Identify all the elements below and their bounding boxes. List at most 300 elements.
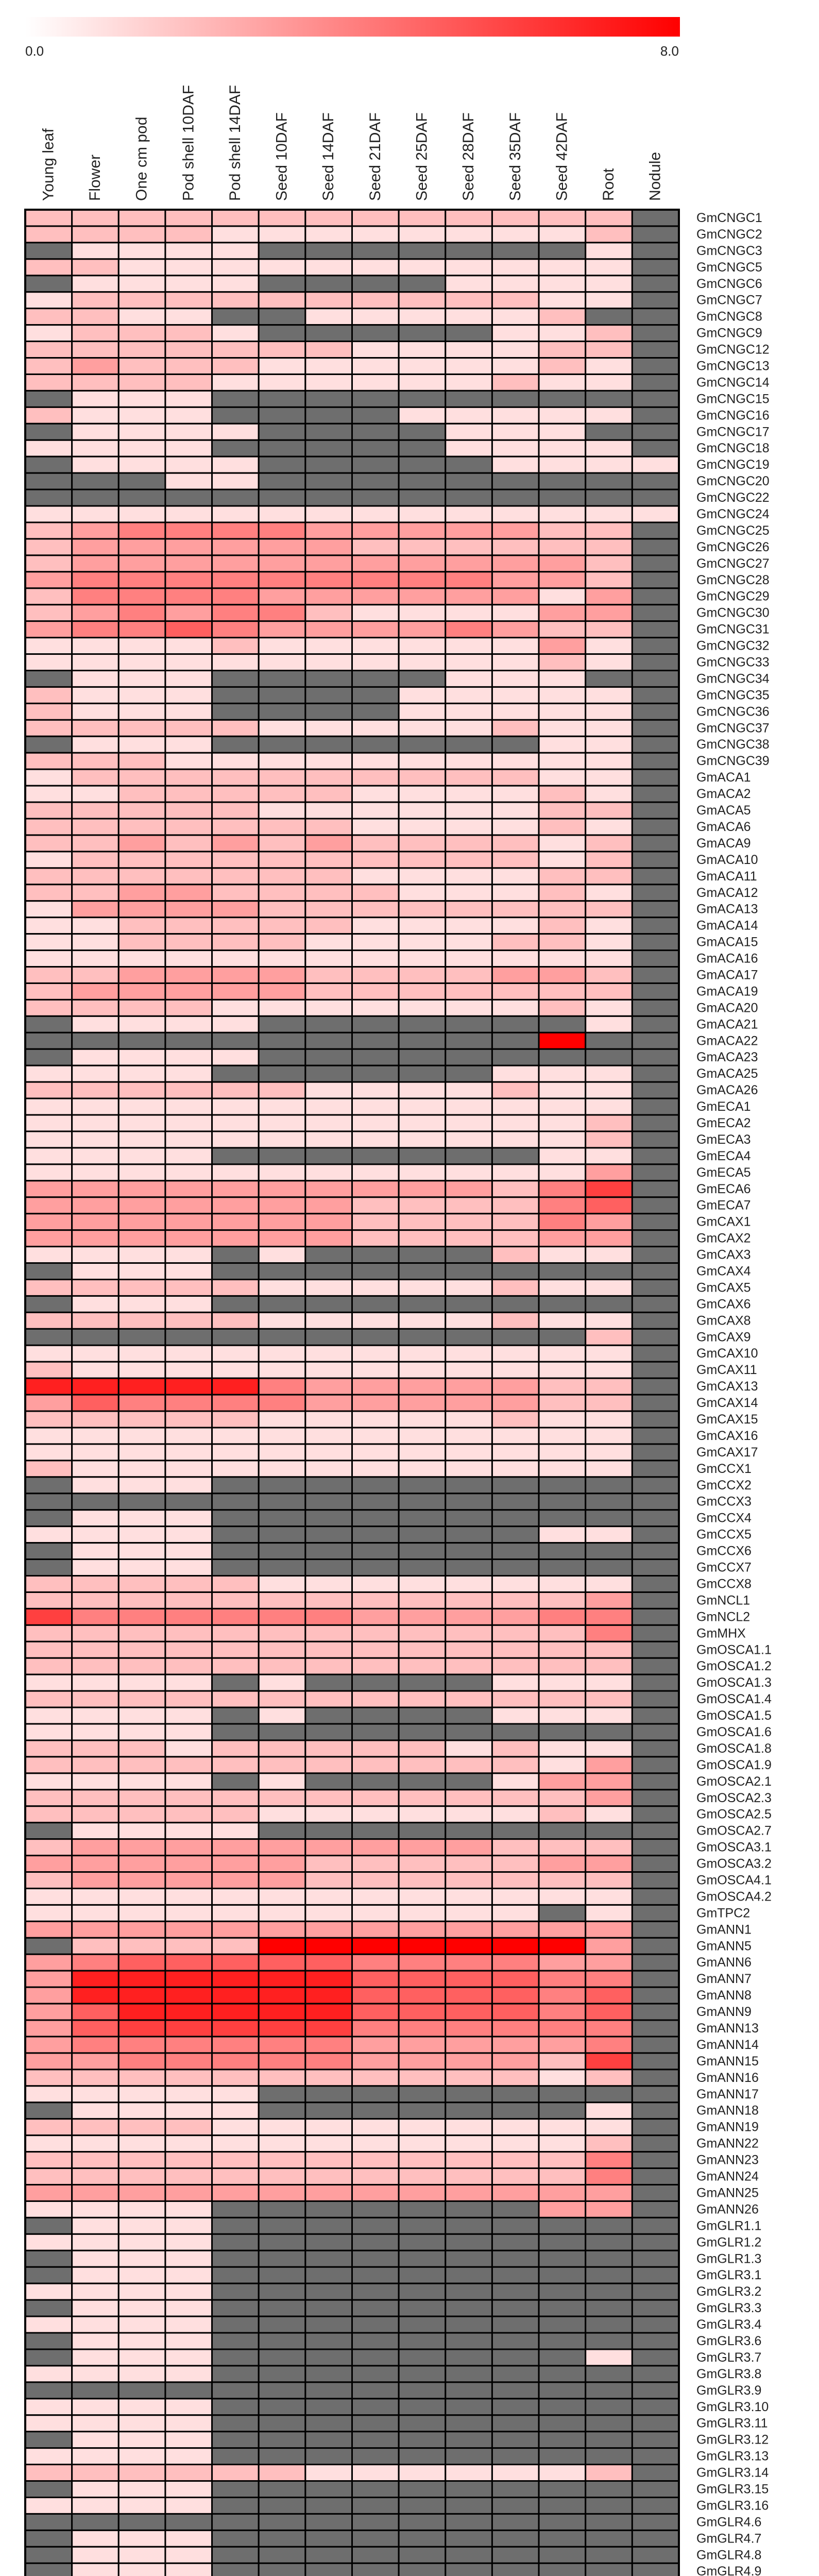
- heatmap-cell: [118, 736, 165, 753]
- heatmap-cell: [586, 621, 633, 638]
- heatmap-cell: [165, 769, 212, 786]
- heatmap-cell: [539, 1625, 586, 1641]
- heatmap-cell: [539, 2152, 586, 2168]
- heatmap-cell: [305, 1757, 352, 1773]
- column-label: Young leaf: [40, 128, 57, 201]
- heatmap-cell: [446, 1263, 492, 1280]
- heatmap-cell: [446, 2250, 492, 2267]
- heatmap-cell: [165, 1032, 212, 1049]
- heatmap-cell: [632, 2136, 679, 2152]
- heatmap-cell: [632, 539, 679, 555]
- heatmap-cell: [632, 374, 679, 391]
- heatmap-cell: [72, 1148, 119, 1164]
- heatmap-cell: [259, 440, 305, 456]
- heatmap-cell: [25, 1494, 72, 1510]
- heatmap-cell: [399, 2563, 446, 2576]
- heatmap-cell: [259, 259, 305, 276]
- heatmap-cell: [259, 2530, 305, 2547]
- heatmap-cell: [259, 423, 305, 440]
- heatmap-cell: [492, 2152, 539, 2168]
- heatmap-cell: [212, 2283, 259, 2300]
- heatmap-cell: [632, 1608, 679, 1625]
- heatmap-cell: [632, 753, 679, 769]
- heatmap-cell: [259, 1740, 305, 1757]
- heatmap-cell: [632, 522, 679, 539]
- heatmap-cell: [118, 2201, 165, 2217]
- heatmap-cell: [118, 1065, 165, 1082]
- heatmap-cell: [446, 407, 492, 423]
- heatmap-cell: [25, 1608, 72, 1625]
- heatmap-cell: [352, 489, 399, 506]
- heatmap-cell: [212, 1691, 259, 1707]
- heatmap-cell: [72, 539, 119, 555]
- heatmap-cell: [25, 1658, 72, 1674]
- heatmap-cell: [25, 2053, 72, 2070]
- row-label: GmANN19: [696, 2120, 759, 2134]
- row-label: GmCNGC14: [696, 375, 770, 390]
- heatmap-cell: [165, 2267, 212, 2283]
- heatmap-cell: [492, 687, 539, 703]
- heatmap-cell: [165, 2184, 212, 2201]
- heatmap-cell: [25, 638, 72, 654]
- heatmap-cell: [25, 885, 72, 901]
- heatmap-cell: [492, 440, 539, 456]
- heatmap-cell: [72, 522, 119, 539]
- heatmap-cell: [492, 1527, 539, 1543]
- heatmap-cell: [492, 1987, 539, 2004]
- heatmap-cell: [25, 1938, 72, 1954]
- heatmap-cell: [212, 2563, 259, 2576]
- heatmap-cell: [259, 2432, 305, 2448]
- heatmap-cell: [492, 835, 539, 852]
- heatmap-cell: [632, 309, 679, 325]
- heatmap-cell: [212, 456, 259, 473]
- column-label: Seed 42DAF: [553, 112, 571, 201]
- heatmap-cell: [165, 1181, 212, 1197]
- column-label: Seed 14DAF: [320, 112, 337, 201]
- heatmap-cell: [586, 885, 633, 901]
- heatmap-cell: [492, 1641, 539, 1658]
- row-label: GmGLR3.7: [696, 2350, 762, 2365]
- heatmap-cell: [539, 1971, 586, 1987]
- heatmap-cell: [539, 621, 586, 638]
- heatmap-cell: [165, 276, 212, 292]
- heatmap-cell: [632, 1345, 679, 1362]
- heatmap-cell: [539, 1395, 586, 1411]
- row-label: GmACA14: [696, 918, 758, 933]
- heatmap-cell: [259, 2250, 305, 2267]
- heatmap-cell: [118, 259, 165, 276]
- heatmap-cell: [165, 1608, 212, 1625]
- row-label: GmNCL2: [696, 1609, 750, 1624]
- heatmap-cell: [305, 522, 352, 539]
- heatmap-cell: [165, 703, 212, 720]
- heatmap-cell: [399, 1905, 446, 1921]
- heatmap-cell: [539, 588, 586, 605]
- row-label: GmCAX16: [696, 1428, 758, 1443]
- heatmap-cell: [352, 1197, 399, 1214]
- heatmap-cell: [118, 588, 165, 605]
- heatmap-cell: [165, 1938, 212, 1954]
- heatmap-cell: [399, 1757, 446, 1773]
- heatmap-cell: [632, 2415, 679, 2432]
- heatmap-cell: [259, 999, 305, 1016]
- heatmap-cell: [632, 1905, 679, 1921]
- heatmap-cell: [25, 522, 72, 539]
- heatmap-cell: [632, 1790, 679, 1806]
- heatmap-cell: [165, 1296, 212, 1312]
- heatmap-cell: [165, 802, 212, 819]
- heatmap-cell: [399, 292, 446, 309]
- heatmap-cell: [305, 1032, 352, 1049]
- heatmap-cell: [352, 1839, 399, 1856]
- heatmap-cell: [492, 1560, 539, 1576]
- heatmap-cell: [586, 2530, 633, 2547]
- heatmap-cell: [446, 1806, 492, 1823]
- heatmap-cell: [352, 1724, 399, 1740]
- heatmap-cell: [305, 621, 352, 638]
- heatmap-cell: [259, 588, 305, 605]
- heatmap-cell: [165, 1757, 212, 1773]
- heatmap-cell: [165, 1773, 212, 1790]
- heatmap-cell: [352, 2201, 399, 2217]
- heatmap-cell: [352, 621, 399, 638]
- heatmap-cell: [632, 2448, 679, 2465]
- heatmap-cell: [305, 2037, 352, 2053]
- heatmap-cell: [586, 1230, 633, 1247]
- heatmap-cell: [492, 654, 539, 671]
- heatmap-cell: [586, 1411, 633, 1428]
- heatmap-cell: [632, 506, 679, 522]
- row-label: GmCNGC24: [696, 507, 770, 521]
- heatmap-cell: [118, 2514, 165, 2530]
- heatmap-cell: [399, 1707, 446, 1724]
- heatmap-cell: [259, 1707, 305, 1724]
- row-label: GmACA16: [696, 951, 758, 966]
- heatmap-cell: [212, 1411, 259, 1428]
- row-label: GmANN6: [696, 1955, 752, 1970]
- heatmap-cell: [399, 440, 446, 456]
- heatmap-cell: [25, 1543, 72, 1560]
- heatmap-cell: [165, 1625, 212, 1641]
- heatmap-cell: [118, 309, 165, 325]
- row-label: GmANN17: [696, 2087, 759, 2102]
- heatmap-cell: [492, 638, 539, 654]
- heatmap-cell: [632, 1938, 679, 1954]
- heatmap-cell: [305, 2366, 352, 2382]
- heatmap-cell: [165, 1641, 212, 1658]
- heatmap-cell: [539, 2563, 586, 2576]
- heatmap-cell: [72, 1938, 119, 1954]
- heatmap-cell: [212, 1378, 259, 1395]
- heatmap-cell: [25, 1263, 72, 1280]
- heatmap-cell: [492, 1543, 539, 1560]
- heatmap-cell: [72, 2563, 119, 2576]
- heatmap-cell: [212, 1032, 259, 1049]
- heatmap-cell: [25, 1674, 72, 1691]
- heatmap-cell: [399, 2152, 446, 2168]
- heatmap-cell: [632, 2201, 679, 2217]
- heatmap-cell: [72, 1362, 119, 1378]
- heatmap-cell: [72, 423, 119, 440]
- heatmap-cell: [259, 456, 305, 473]
- heatmap-cell: [259, 1543, 305, 1560]
- heatmap-cell: [259, 391, 305, 407]
- heatmap-cell: [118, 2415, 165, 2432]
- heatmap-cell: [165, 1131, 212, 1148]
- heatmap-cell: [259, 2366, 305, 2382]
- heatmap-cell: [352, 2283, 399, 2300]
- heatmap-cell: [72, 2136, 119, 2152]
- heatmap-cell: [259, 1016, 305, 1032]
- heatmap-cell: [352, 703, 399, 720]
- heatmap-cell: [118, 1510, 165, 1527]
- heatmap-cell: [492, 1115, 539, 1131]
- heatmap-cell: [446, 2020, 492, 2037]
- heatmap-cell: [632, 489, 679, 506]
- heatmap-cell: [399, 1592, 446, 1608]
- heatmap-cell: [72, 2514, 119, 2530]
- heatmap-cell: [259, 1888, 305, 1905]
- heatmap-cell: [25, 2086, 72, 2103]
- heatmap-cell: [118, 1560, 165, 1576]
- heatmap-cell: [25, 1329, 72, 1345]
- heatmap-cell: [305, 2448, 352, 2465]
- heatmap-cell: [539, 1707, 586, 1724]
- heatmap-cell: [212, 1921, 259, 1938]
- heatmap-cell: [72, 2037, 119, 2053]
- heatmap-cell: [492, 2037, 539, 2053]
- row-label: GmCNGC27: [696, 556, 770, 571]
- heatmap-cell: [72, 1608, 119, 1625]
- heatmap-cell: [492, 342, 539, 358]
- heatmap-cell: [492, 2267, 539, 2283]
- heatmap-cell: [352, 1016, 399, 1032]
- heatmap-cell: [305, 2514, 352, 2530]
- row-label: GmOSCA4.2: [696, 1889, 772, 1904]
- heatmap-cell: [259, 1279, 305, 1296]
- heatmap-cell: [259, 1345, 305, 1362]
- heatmap-cell: [352, 358, 399, 375]
- heatmap-cell: [118, 391, 165, 407]
- heatmap-cell: [399, 983, 446, 999]
- heatmap-cell: [446, 999, 492, 1016]
- heatmap-cell: [539, 2283, 586, 2300]
- heatmap-cell: [539, 934, 586, 951]
- heatmap-cell: [25, 1345, 72, 1362]
- heatmap-cell: [632, 391, 679, 407]
- heatmap-cell: [492, 934, 539, 951]
- row-label: GmACA13: [696, 902, 758, 917]
- heatmap-cell: [352, 2234, 399, 2250]
- heatmap-cell: [539, 1329, 586, 1345]
- heatmap-cell: [586, 999, 633, 1016]
- heatmap-cell: [399, 1164, 446, 1181]
- heatmap-cell: [539, 276, 586, 292]
- heatmap-cell: [399, 1016, 446, 1032]
- heatmap-cell: [118, 2267, 165, 2283]
- heatmap-cell: [539, 539, 586, 555]
- heatmap-cell: [446, 1197, 492, 1214]
- heatmap-cell: [305, 572, 352, 588]
- heatmap-cell: [446, 1823, 492, 1839]
- row-label: GmCNGC8: [696, 309, 762, 324]
- heatmap-cell: [539, 1921, 586, 1938]
- heatmap-cell: [399, 1806, 446, 1823]
- heatmap-cell: [539, 358, 586, 375]
- heatmap-cell: [305, 1790, 352, 1806]
- heatmap-cell: [586, 2349, 633, 2366]
- heatmap-cell: [25, 1971, 72, 1987]
- heatmap-cell: [399, 2382, 446, 2399]
- heatmap-cell: [305, 1773, 352, 1790]
- heatmap-cell: [539, 852, 586, 868]
- heatmap-cell: [352, 2547, 399, 2563]
- heatmap-cell: [305, 1279, 352, 1296]
- heatmap-cell: [352, 2399, 399, 2415]
- heatmap-cell: [165, 1856, 212, 1872]
- heatmap-cell: [25, 769, 72, 786]
- heatmap-cell: [72, 572, 119, 588]
- heatmap-cell: [492, 2563, 539, 2576]
- heatmap-cell: [492, 1296, 539, 1312]
- heatmap-cell: [352, 2415, 399, 2432]
- heatmap-cell: [165, 1691, 212, 1707]
- heatmap-cell: [399, 1477, 446, 1494]
- heatmap-cell: [305, 918, 352, 934]
- row-label: GmANN16: [696, 2070, 759, 2085]
- heatmap-cell: [446, 1888, 492, 1905]
- heatmap-cell: [72, 407, 119, 423]
- heatmap-cell: [352, 1477, 399, 1494]
- heatmap-cell: [165, 1510, 212, 1527]
- row-label: GmANN13: [696, 2021, 759, 2036]
- heatmap-cell: [259, 868, 305, 885]
- heatmap-cell: [25, 210, 72, 226]
- heatmap-cell: [586, 1921, 633, 1938]
- heatmap-cell: [25, 276, 72, 292]
- heatmap-cell: [492, 1971, 539, 1987]
- heatmap-cell: [118, 2300, 165, 2316]
- heatmap-cell: [586, 1378, 633, 1395]
- heatmap-cell: [632, 2283, 679, 2300]
- heatmap-cell: [72, 1510, 119, 1527]
- heatmap-cell: [212, 621, 259, 638]
- heatmap-cell: [259, 967, 305, 984]
- heatmap-cell: [632, 736, 679, 753]
- heatmap-cell: [259, 292, 305, 309]
- row-label: GmCNGC1: [696, 210, 762, 225]
- heatmap-cell: [212, 1823, 259, 1839]
- heatmap-cell: [165, 1444, 212, 1461]
- heatmap-cell: [305, 2481, 352, 2498]
- heatmap-cell: [352, 1461, 399, 1477]
- heatmap-cell: [212, 309, 259, 325]
- heatmap-cell: [118, 1658, 165, 1674]
- heatmap-cell: [259, 1938, 305, 1954]
- heatmap-cell: [399, 2234, 446, 2250]
- heatmap-cell: [118, 1444, 165, 1461]
- heatmap-cell: [539, 1098, 586, 1115]
- heatmap-cell: [305, 1543, 352, 1560]
- heatmap-cell: [212, 2465, 259, 2481]
- heatmap-cell: [259, 2201, 305, 2217]
- heatmap-cell: [212, 1197, 259, 1214]
- heatmap-cell: [212, 2316, 259, 2333]
- heatmap-cell: [586, 2184, 633, 2201]
- heatmap-cell: [25, 1296, 72, 1312]
- heatmap-cell: [446, 391, 492, 407]
- heatmap-cell: [118, 2349, 165, 2366]
- heatmap-cell: [446, 687, 492, 703]
- heatmap-cell: [446, 1921, 492, 1938]
- heatmap-cell: [539, 1477, 586, 1494]
- heatmap-cell: [492, 1312, 539, 1329]
- heatmap-cell: [305, 423, 352, 440]
- heatmap-cell: [446, 1971, 492, 1987]
- heatmap-cell: [492, 374, 539, 391]
- heatmap-cell: [25, 1724, 72, 1740]
- heatmap-cell: [25, 1214, 72, 1230]
- heatmap-cell: [212, 1428, 259, 1444]
- row-label: GmCNGC32: [696, 638, 770, 653]
- heatmap-cell: [539, 2217, 586, 2234]
- heatmap-cell: [165, 934, 212, 951]
- row-label: GmCAX15: [696, 1412, 758, 1427]
- heatmap-cell: [586, 1839, 633, 1856]
- heatmap-cell: [72, 1181, 119, 1197]
- heatmap-cell: [492, 1905, 539, 1921]
- heatmap-cell: [446, 1691, 492, 1707]
- heatmap-cell: [212, 292, 259, 309]
- heatmap-cell: [25, 1444, 72, 1461]
- heatmap-cell: [72, 670, 119, 687]
- heatmap-cell: [492, 1658, 539, 1674]
- heatmap-cell: [25, 703, 72, 720]
- heatmap-cell: [399, 1987, 446, 2004]
- heatmap-cell: [492, 1164, 539, 1181]
- heatmap-cell: [492, 852, 539, 868]
- heatmap-cell: [586, 1856, 633, 1872]
- heatmap-cell: [352, 999, 399, 1016]
- row-label: GmGLR3.6: [696, 2333, 762, 2348]
- heatmap-cell: [212, 1806, 259, 1823]
- heatmap-cell: [352, 1296, 399, 1312]
- heatmap-cell: [72, 720, 119, 736]
- heatmap-cell: [118, 1197, 165, 1214]
- heatmap-cell: [259, 1032, 305, 1049]
- heatmap-cell: [586, 1641, 633, 1658]
- heatmap-cell: [165, 819, 212, 835]
- row-label: GmANN23: [696, 2153, 759, 2167]
- heatmap-cell: [212, 1938, 259, 1954]
- heatmap-cell: [305, 292, 352, 309]
- heatmap-cell: [586, 2037, 633, 2053]
- heatmap-cell: [72, 951, 119, 967]
- heatmap-cell: [118, 1395, 165, 1411]
- heatmap-cell: [399, 1197, 446, 1214]
- heatmap-cell: [539, 2481, 586, 2498]
- heatmap-cell: [586, 1592, 633, 1608]
- heatmap-cell: [399, 1856, 446, 1872]
- heatmap-cell: [259, 1560, 305, 1576]
- heatmap-cell: [259, 1823, 305, 1839]
- row-label: GmCNGC39: [696, 754, 770, 769]
- heatmap-cell: [305, 1428, 352, 1444]
- heatmap-cell: [352, 2152, 399, 2168]
- heatmap-cell: [259, 2316, 305, 2333]
- row-label: GmOSCA2.5: [696, 1807, 772, 1822]
